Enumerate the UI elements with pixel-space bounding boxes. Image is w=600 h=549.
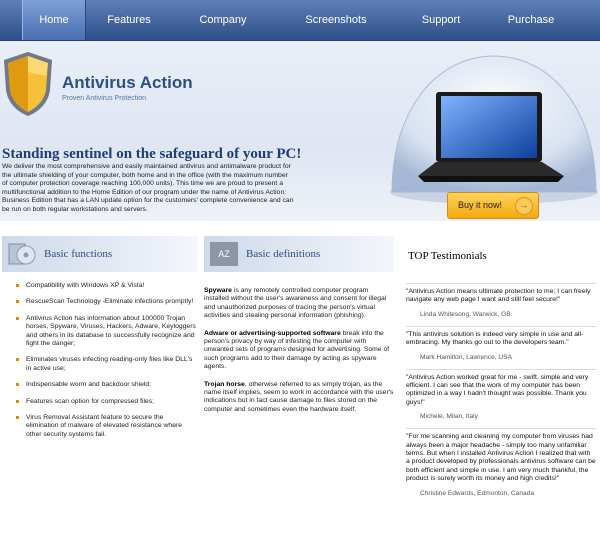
definition-item [204, 381, 394, 415]
brand-subtitle: Proven Antivirus Protection [62, 95, 147, 102]
basic-definitions-list [204, 287, 394, 423]
buy-now-label: Buy it now! [458, 200, 503, 210]
testimonial-quote: "This antivirus solution is indeed very simple in use and all-embracing. My thanks go out to the developers team." [406, 330, 584, 347]
definition-item [204, 330, 394, 372]
basic-functions-heading: Basic functions [44, 248, 113, 260]
list-item: Compatibility with Windows XP & Vista! [16, 282, 196, 290]
testimonial-author: Mark Hamilton, Lawrence, USA [420, 353, 512, 361]
nav-screenshots[interactable]: Screenshots [305, 14, 367, 26]
testimonial-quote: "For me scanning and cleaning my computer from viruses had always been a major headache - simply too many unfamiliar terms. But when I installed Antivirus Action I realized that with a product developed by professionals antivirus software can be both efficient and simple in use. I am very much thankful, the product is surely worth its money and high credits!" [406, 433, 596, 483]
list-item: Indispensable worm and backdoor shield; [16, 381, 196, 389]
arrow-right-icon: → [515, 197, 533, 215]
hero-title: Standing sentinel on the safeguard of your PC! [2, 146, 302, 162]
list-item: Virus Removal Assistant feature to secure the elimination of malware of elevated resistance where other security systems fail. [16, 414, 196, 439]
testimonial-quote: "Antivirus Action means ultimate protection to me; I can freely navigate any web page I want and still feel secure!" [406, 288, 591, 304]
hero-text: We deliver the most comprehensive and easily maintained antivirus and antimalware product for the ultimate shielding of your computer, both home and in the office (with the maximum number of computer protection coverage reaching 100,000 units). This time we are proud to present a multifunctional addition to the Home Edition of our program under the name of Antivirus Action: Business Edition that has a LAN update option for the customers' complete convenience and can be run on both regular workstations and servers. [2, 163, 294, 213]
nav-company[interactable]: Company [199, 14, 247, 26]
testimonial-item [406, 369, 596, 421]
cd-disc-icon [8, 241, 36, 267]
definition-term: Trojan horse [204, 380, 245, 388]
testimonials-list [406, 283, 596, 505]
nav-features[interactable]: Features [107, 14, 151, 26]
definition-term: Adware or advertising-supported software [204, 329, 341, 337]
basic-functions-list [16, 282, 196, 447]
testimonials-heading: TOP Testimonials [408, 250, 487, 262]
testimonial-author: Linda Whitesong, Warwick, GB [420, 310, 511, 318]
testimonial-quote: "Antivirus Action worked great for me - swift, simple and very efficient. I can see that the work of my computer has been optimized in a way I hadn't thought was possible. Thank you guys!" [406, 373, 589, 406]
list-item: RescueScan Technology -Eliminate infections promptly! [16, 298, 196, 306]
definition-term: Spyware [204, 287, 232, 294]
brand-title: Antivirus Action [62, 73, 193, 92]
list-item: Eliminates viruses infecting reading-only files like DLL's in active use; [16, 356, 196, 373]
nav-purchase[interactable]: Purchase [507, 14, 555, 26]
basic-definitions-heading: Basic definitions [246, 248, 321, 260]
buy-now-button[interactable] [447, 192, 539, 219]
testimonial-author: Michele, Milan, Italy [420, 413, 478, 421]
list-item: Features scan option for compressed files; [16, 398, 196, 406]
testimonial-item [406, 326, 596, 361]
az-dictionary-icon: AZ [210, 242, 238, 266]
definition-item [204, 287, 394, 321]
testimonial-item [406, 428, 596, 496]
nav-home[interactable]: Home [22, 0, 86, 40]
basic-functions-header [2, 236, 198, 272]
definition-text: is any remotely controlled computer program installed without the user's awareness and consent for illegal and unauthorized purposes of tracing the person's virtual activities and stealing personal information (phishing). [204, 287, 387, 320]
nav-support[interactable]: Support [421, 14, 461, 26]
basic-definitions-header [204, 236, 394, 272]
definition-text: break into the person's privacy by way of infesting the computer with unwanted sets of programs designed for advertising. Some of such programs add to their damage by acting as spyware agents. [204, 329, 390, 371]
testimonial-item [406, 283, 596, 318]
definition-text: , otherwise referred to as simply trojan, as the name itself implies, seem to work in accordance with the user's indications but in fact cause damage to files stored on the computer and sometimes even the hardware itself. [204, 380, 394, 413]
testimonial-author: Christine Edwards, Edmonton, Canada [420, 489, 534, 497]
laptop-dome-image [388, 48, 600, 206]
list-item: Antivirus Action has information about 100000 Trojan horses, Spyware, Viruses, Hackers, Adware, Keyloggers and others in its database to successfully recognize and fight the danger; [16, 315, 196, 349]
shield-logo-icon [2, 50, 54, 118]
top-navigation [0, 0, 600, 41]
